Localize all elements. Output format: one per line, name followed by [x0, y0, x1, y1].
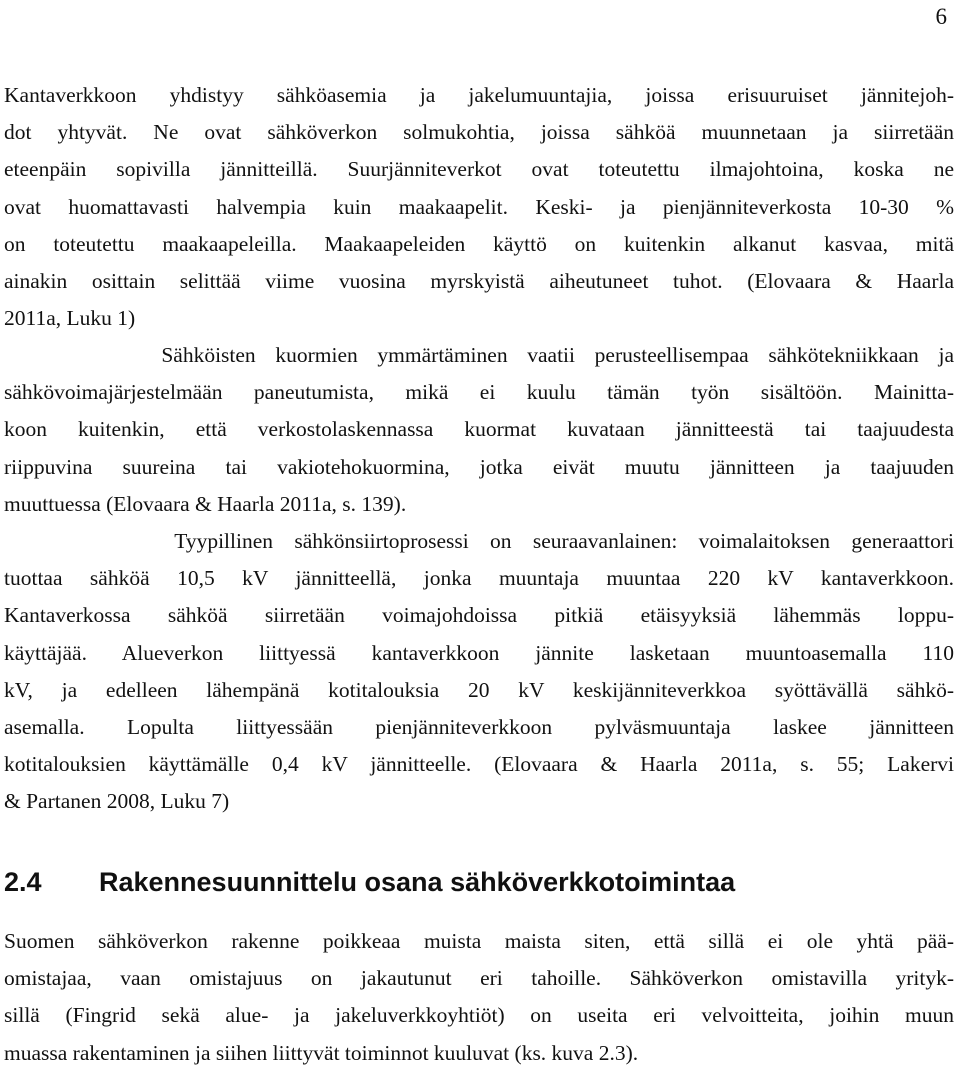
text-line: sähkövoimajärjestelmään paneutumista, mikä ei kuulu tämän työn sisältöön. Mainitta-	[4, 380, 954, 405]
text-line: ainakin osittain selittää viime vuosina myrskyistä aiheutuneet tuhot. (Elovaara & Haarla	[4, 269, 954, 294]
text-line: omistajaa, vaan omistajuus on jakautunut eri tahoille. Sähköverkon omistavilla yrityk-	[4, 966, 954, 991]
text-line: sillä (Fingrid sekä alue- ja jakeluverkkoyhtiöt) on useita eri velvoitteita, joihin muun	[4, 1003, 954, 1028]
text-line: ovat huomattavasti halvempia kuin maakaapelit. Keski- ja pienjänniteverkosta 10-30 %	[4, 194, 954, 219]
text-line: tuottaa sähköä 10,5 kV jännitteellä, jonka muuntaja muuntaa 220 kV kantaverkkoon.	[4, 566, 954, 591]
paragraph-3	[4, 523, 954, 821]
paragraph-1	[4, 77, 954, 337]
page-number: 6	[935, 4, 947, 29]
text-line: eteenpäin sopivilla jännitteillä. Suurjänniteverkot ovat toteutettu ilmajohtoina, koska ne	[4, 157, 954, 182]
text-line: muuttuessa (Elovaara & Haarla 2011a, s. 139).	[4, 491, 407, 516]
section-title: Rakennesuunnittelu osana sähköverkkotoimintaa	[99, 867, 736, 897]
text-line: asemalla. Lopulta liittyessään pienjänniteverkkoon pylväsmuuntaja laskee jännitteen	[4, 715, 954, 740]
text-line: Kantaverkkoon yhdistyy sähköasemia ja jakelumuuntajia, joissa erisuuruiset jännitejoh-	[4, 83, 954, 107]
text-line: on toteutettu maakaapeleilla. Maakaapeleiden käyttö on kuitenkin alkanut kasvaa, mitä	[4, 231, 954, 256]
text-line: Kantaverkossa sähköä siirretään voimajohdoissa pitkiä etäisyyksiä lähemmäs loppu-	[4, 603, 954, 628]
text-line: riippuvina suureina tai vakiotehokuormina, jotka eivät muutu jännitteen ja taajuuden	[4, 454, 954, 479]
text-line: Suomen sähköverkon rakenne poikkeaa muista maista siten, että sillä ei ole yhtä pää-	[4, 929, 954, 953]
text-line: käyttäjää. Alueverkon liittyessä kantaverkkoon jännite lasketaan muuntoasemalla 110	[4, 640, 954, 665]
paragraph-2	[4, 337, 954, 523]
text-line: koon kuitenkin, että verkostolaskennassa kuormat kuvataan jännitteestä tai taajuudesta	[4, 417, 954, 442]
paragraph-4	[4, 923, 954, 1072]
text-line: & Partanen 2008, Luku 7)	[4, 789, 230, 814]
text-line: muassa rakentaminen ja siihen liittyvät toiminnot kuuluvat (ks. kuva 2.3).	[4, 1040, 639, 1065]
text-line: dot yhtyvät. Ne ovat sähköverkon solmukohtia, joissa sähköä muunnetaan ja siirretään	[4, 120, 954, 145]
text-line: Sähköisten kuormien ymmärtäminen vaatii perusteellisempaa sähkötekniikkaan ja	[4, 343, 954, 367]
text-line: kV, ja edelleen lähempänä kotitalouksia 20 kV keskijänniteverkkoa syöttävällä sähkö-	[4, 677, 954, 702]
section-heading	[4, 862, 954, 902]
text-line: Tyypillinen sähkönsiirtoprosessi on seuraavanlainen: voimalaitoksen generaattori	[4, 529, 954, 553]
text-line: kotitalouksien käyttämälle 0,4 kV jännitteelle. (Elovaara & Haarla 2011a, s. 55; Lakervi	[4, 752, 954, 777]
text-line: 2011a, Luku 1)	[4, 306, 136, 331]
section-number: 2.4	[4, 867, 42, 897]
